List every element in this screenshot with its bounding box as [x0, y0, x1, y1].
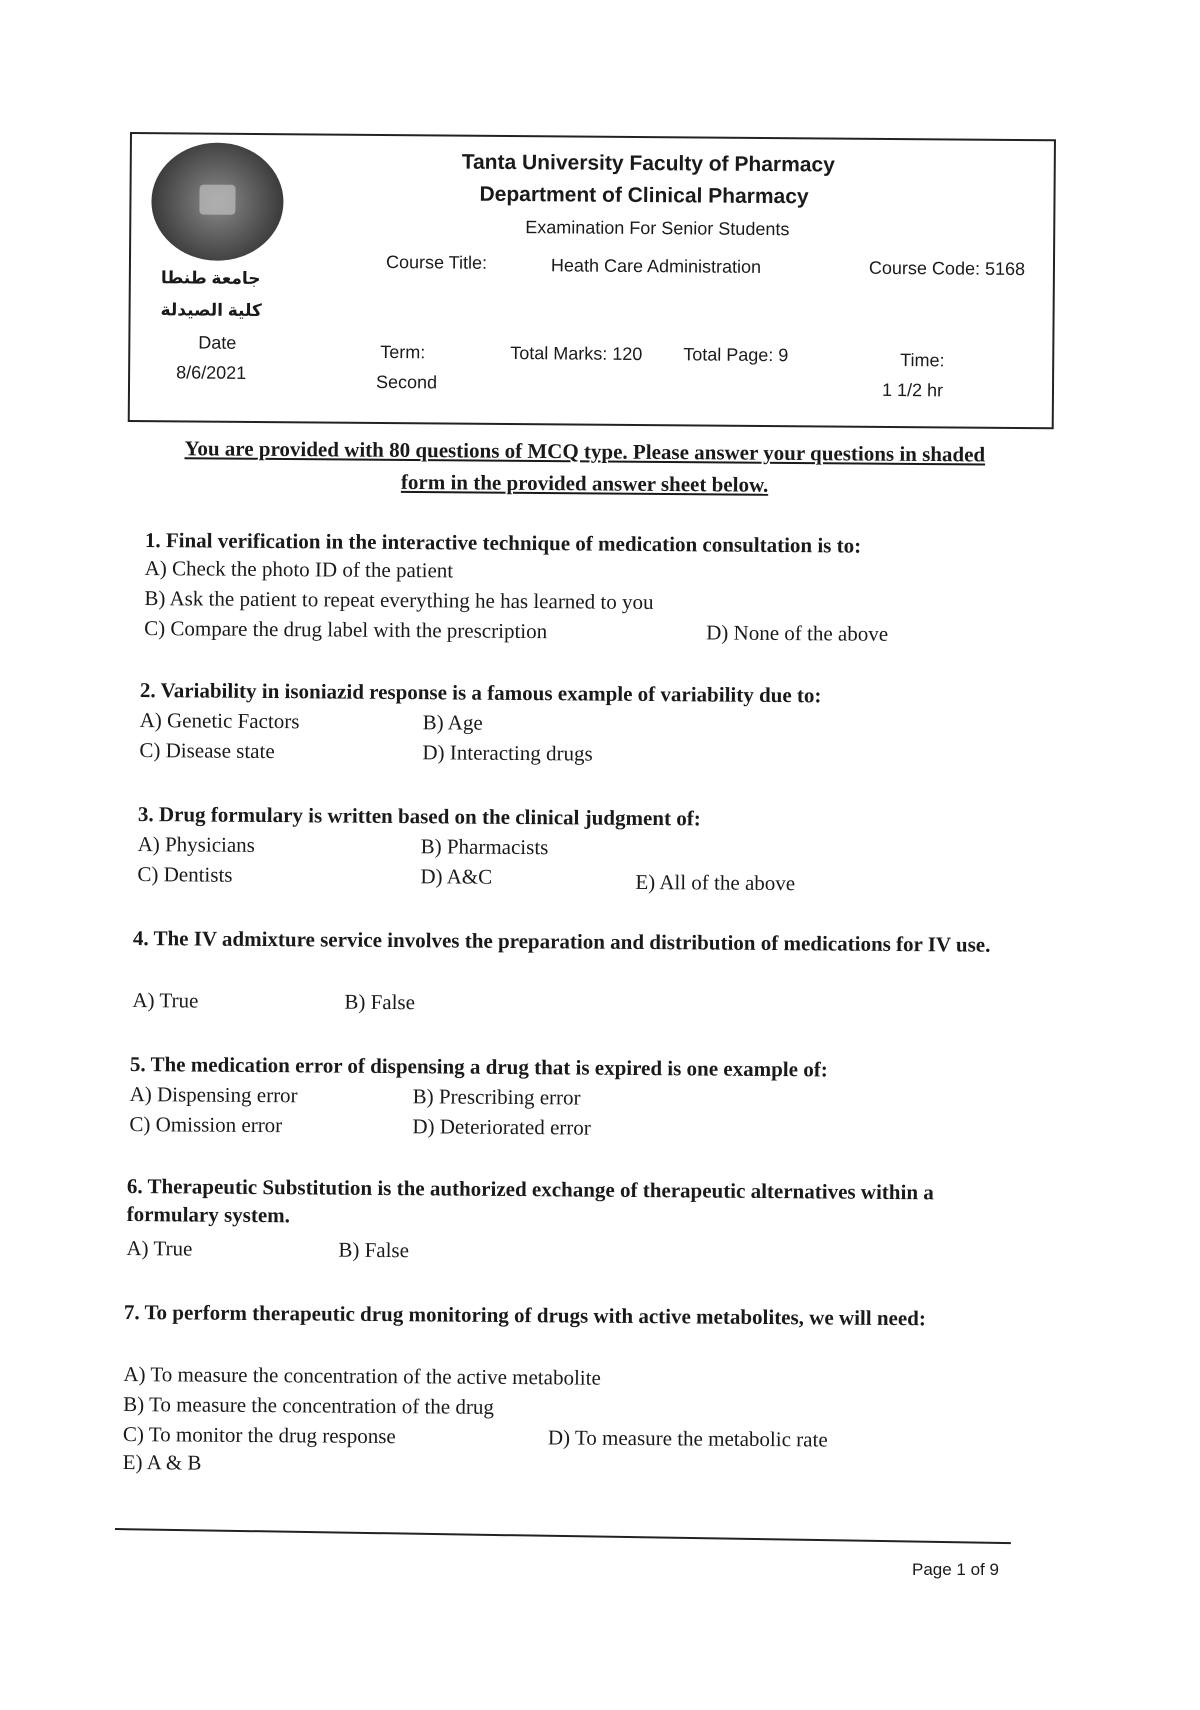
question-6: [126, 1172, 967, 1279]
option-b[interactable]: B) False: [344, 989, 416, 1015]
question-1: [144, 526, 995, 653]
arabic-faculty-name: كلية الصيدلة: [160, 300, 262, 321]
question-text: 4. The IV admixture service involves the preparation and distribution of medications for IV use.: [132, 925, 991, 957]
option-b[interactable]: B) To measure the concentration of the drug: [123, 1391, 495, 1419]
question-text: 7. To perform therapeutic drug monitoring of drugs with active metabolites, we will need:: [123, 1299, 926, 1331]
exam-header: [128, 132, 1056, 429]
question-5: [129, 1050, 980, 1157]
option-a[interactable]: A) Dispensing error: [129, 1081, 298, 1108]
option-b[interactable]: B) Age: [422, 710, 483, 735]
option-b[interactable]: B) False: [338, 1237, 410, 1263]
course-title-label: Course Title:: [385, 252, 488, 273]
option-c[interactable]: C) Omission error: [129, 1111, 283, 1138]
option-b[interactable]: B) Pharmacists: [420, 834, 549, 860]
option-c[interactable]: C) To monitor the drug response: [122, 1421, 396, 1449]
option-a[interactable]: A) True: [132, 987, 199, 1013]
time-value: 1 1/2 hr: [881, 379, 944, 401]
time-label: Time:: [900, 350, 945, 371]
exam-instructions: You are provided with 80 questions of MCQ type. Please answer your questions in shaded form in the provided answer sheet below.: [184, 436, 986, 497]
question-text: 6. Therapeutic Substitution is the authorized exchange of therapeutic alternatives within a formulary system.: [126, 1173, 934, 1228]
total-pages: Total Page: 9: [683, 344, 789, 366]
option-a[interactable]: A) Physicians: [137, 831, 255, 857]
question-text: 2. Variability in isoniazid response is a famous example of variability due to:: [139, 677, 822, 708]
footer-divider: [115, 1528, 1011, 1544]
option-a[interactable]: A) Genetic Factors: [139, 707, 300, 734]
arabic-university-name: جامعة طنطا: [160, 268, 261, 289]
option-d[interactable]: D) None of the above: [706, 620, 889, 646]
option-a[interactable]: A) Check the photo ID of the patient: [144, 555, 454, 583]
date-value: 8/6/2021: [176, 362, 247, 383]
option-d[interactable]: D) A&C: [420, 864, 493, 889]
option-d[interactable]: D) Interacting drugs: [422, 740, 593, 766]
course-title-value: Heath Care Administration: [550, 255, 762, 277]
page-number: Page 1 of 9: [912, 1560, 999, 1579]
option-d[interactable]: D) Deteriorated error: [412, 1114, 591, 1140]
question-3: [137, 800, 988, 902]
option-d[interactable]: D) To measure the metabolic rate: [547, 1425, 828, 1452]
department-title: Department of Clinical Pharmacy: [479, 182, 809, 209]
question-text: 1. Final verification in the interactive technique of medication consultation is to:: [144, 527, 862, 558]
exam-subtitle: Examination For Senior Students: [525, 217, 790, 240]
total-marks: Total Marks: 120: [510, 342, 643, 365]
question-text: 5. The medication error of dispensing a drug that is expired is one example of:: [129, 1051, 828, 1082]
term-label: Term:: [380, 341, 426, 363]
option-c[interactable]: C) Compare the drug label with the prescription: [144, 615, 548, 644]
question-4: [132, 924, 993, 1031]
option-a[interactable]: A) True: [126, 1235, 193, 1261]
question-7: [123, 1298, 984, 1475]
term-value: Second: [375, 371, 438, 393]
question-text: 3. Drug formulary is written based on the clinical judgment of:: [137, 801, 701, 831]
university-title: Tanta University Faculty of Pharmacy: [461, 150, 835, 177]
date-label: Date: [198, 332, 237, 353]
option-e[interactable]: E) All of the above: [635, 869, 796, 896]
option-c[interactable]: C) Disease state: [139, 737, 275, 764]
option-b[interactable]: B) Ask the patient to repeat everything he has learned to you: [144, 585, 654, 614]
option-e[interactable]: E) A & B: [122, 1449, 202, 1475]
question-2: [139, 676, 990, 778]
university-logo: [151, 142, 284, 261]
option-c[interactable]: C) Dentists: [137, 861, 233, 887]
option-b[interactable]: B) Prescribing error: [412, 1084, 581, 1110]
option-a[interactable]: A) To measure the concentration of the active metabolite: [123, 1361, 601, 1390]
course-code: Course Code: 5168: [868, 257, 1026, 280]
